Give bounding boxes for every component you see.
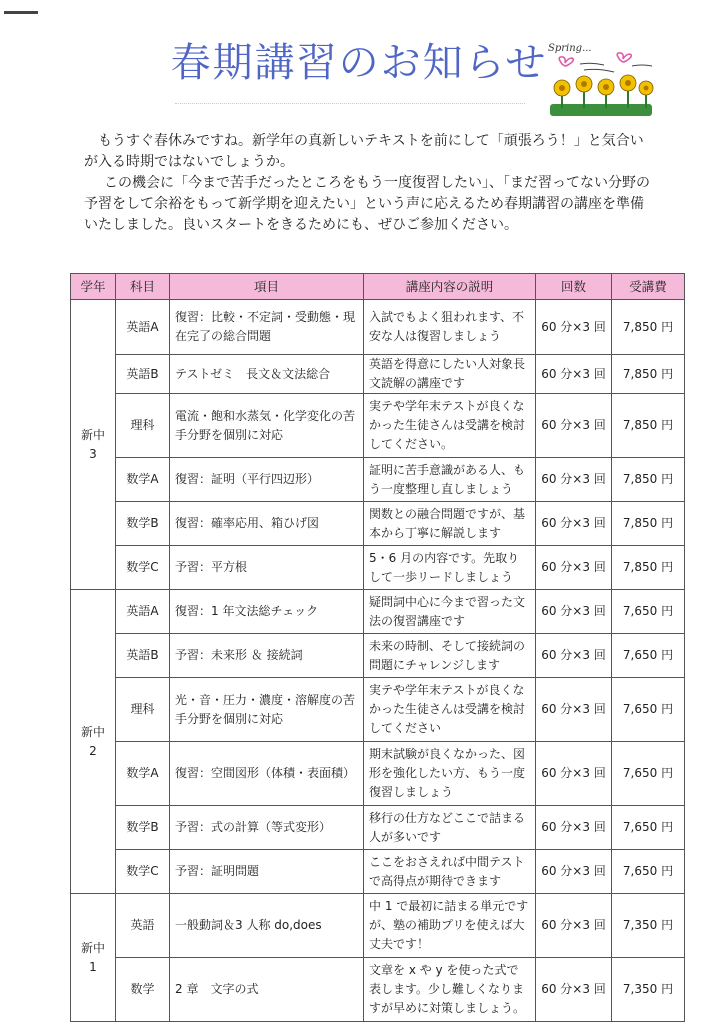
fee-cell: 7,350 円 xyxy=(612,958,685,1022)
fee-cell: 7,650 円 xyxy=(612,806,685,850)
topic-cell: 2 章 文字の式 xyxy=(170,958,364,1022)
sessions-cell: 60 分×3 回 xyxy=(536,590,612,634)
topic-cell: テストゼミ 長文＆文法総合 xyxy=(170,355,364,394)
subject-cell: 数学A xyxy=(116,742,170,806)
subject-cell: 英語B xyxy=(116,355,170,394)
header-fee: 受講費 xyxy=(612,274,685,300)
intro-paragraph-2: この機会に「今まで苦手だったところをもう一度復習したい」、「まだ習ってない分野の予習をして余裕をもって新学期を迎えたい」という声に応えるため春期講習の講座を準備いたしました。良いスタートをきるためにも、ぜひご参加ください。 xyxy=(84,175,650,233)
fee-cell: 7,850 円 xyxy=(612,546,685,590)
sessions-cell: 60 分×3 回 xyxy=(536,458,612,502)
description-cell: 実テや学年末テストが良くなかった生徒さんは受講を検討してください xyxy=(364,678,536,742)
description-cell: 期末試験が良くなかった、図形を強化したい方、もう一度復習しましょう xyxy=(364,742,536,806)
subject-cell: 数学A xyxy=(116,458,170,502)
description-cell: 文章を x や y を使った式で表します。少し難しくなりますが早めに対策しましょう。 xyxy=(364,958,536,1022)
header-sessions: 回数 xyxy=(536,274,612,300)
header-subject: 科目 xyxy=(116,274,170,300)
butterfly-icon xyxy=(617,53,631,62)
sessions-cell: 60 分×3 回 xyxy=(536,678,612,742)
subject-cell: 数学C xyxy=(116,850,170,894)
topic-cell: 復習：空間図形（体積・表面積） xyxy=(170,742,364,806)
description-cell: 5・6 月の内容です。先取りして一歩リードしましょう xyxy=(364,546,536,590)
table-row xyxy=(71,894,685,958)
subject-cell: 英語A xyxy=(116,590,170,634)
table-row xyxy=(71,355,685,394)
subject-cell: 数学 xyxy=(116,958,170,1022)
subject-cell: 理科 xyxy=(116,394,170,458)
table-row xyxy=(71,590,685,634)
table-row xyxy=(71,958,685,1022)
fee-cell: 7,650 円 xyxy=(612,850,685,894)
topic-cell: 予習：証明問題 xyxy=(170,850,364,894)
course-schedule-table xyxy=(70,273,685,1022)
spring-flowers-illustration xyxy=(544,38,656,120)
table-row xyxy=(71,394,685,458)
description-cell: 中 1 で最初に詰まる単元ですが、塾の補助プリを使えば大丈夫です！ xyxy=(364,894,536,958)
flower-row-icon xyxy=(550,75,653,116)
description-cell: 関数との融合問題ですが、基本から丁寧に解説します xyxy=(364,502,536,546)
description-cell: 未来の時制、そして接続詞の問題にチャレンジします xyxy=(364,634,536,678)
intro-paragraph-1: もうすぐ春休みですね。新学年の真新しいテキストを前にして「頑張ろう！」と気合いが入る時期ではないでしょうか。 xyxy=(84,133,644,170)
table-row xyxy=(71,678,685,742)
title-underline xyxy=(175,103,525,104)
subject-cell: 数学B xyxy=(116,502,170,546)
table-row xyxy=(71,634,685,678)
sessions-cell: 60 分×3 回 xyxy=(536,634,612,678)
sessions-cell: 60 分×3 回 xyxy=(536,894,612,958)
subject-cell: 英語B xyxy=(116,634,170,678)
topic-cell: 予習：未来形 ＆ 接続詞 xyxy=(170,634,364,678)
sessions-cell: 60 分×3 回 xyxy=(536,850,612,894)
description-cell: 疑問詞中心に今まで習った文法の復習講座です xyxy=(364,590,536,634)
spring-deco-text: Spring... xyxy=(548,43,592,54)
butterfly-icon xyxy=(559,57,573,66)
table-header-row xyxy=(71,274,685,300)
sessions-cell: 60 分×3 回 xyxy=(536,742,612,806)
sessions-cell: 60 分×3 回 xyxy=(536,394,612,458)
fee-cell: 7,650 円 xyxy=(612,742,685,806)
topic-cell: 光・音・圧力・濃度・溶解度の苦手分野を個別に対応 xyxy=(170,678,364,742)
grade-cell: 新中 3 xyxy=(71,300,116,590)
topic-cell: 予習：平方根 xyxy=(170,546,364,590)
topic-cell: 一般動詞＆3 人称 do,does xyxy=(170,894,364,958)
grade-cell: 新中 1 xyxy=(71,894,116,1022)
header-topic: 項目 xyxy=(170,274,364,300)
topic-cell: 予習：式の計算（等式変形） xyxy=(170,806,364,850)
subject-cell: 英語 xyxy=(116,894,170,958)
subject-cell: 数学C xyxy=(116,546,170,590)
fee-cell: 7,650 円 xyxy=(612,590,685,634)
subject-cell: 理科 xyxy=(116,678,170,742)
grade-cell: 新中 2 xyxy=(71,590,116,894)
fee-cell: 7,350 円 xyxy=(612,894,685,958)
description-cell: 入試でもよく狙われます、不安な人は復習しましょう xyxy=(364,300,536,355)
sessions-cell: 60 分×3 回 xyxy=(536,355,612,394)
table-row xyxy=(71,546,685,590)
fee-cell: 7,850 円 xyxy=(612,502,685,546)
sessions-cell: 60 分×3 回 xyxy=(536,958,612,1022)
table-row xyxy=(71,850,685,894)
table-row xyxy=(71,300,685,355)
subject-cell: 英語A xyxy=(116,300,170,355)
intro-text xyxy=(84,131,654,236)
subject-cell: 数学B xyxy=(116,806,170,850)
header-grade: 学年 xyxy=(71,274,116,300)
fee-cell: 7,650 円 xyxy=(612,678,685,742)
table-row xyxy=(71,742,685,806)
description-cell: ここをおさえれば中間テストで高得点が期待できます xyxy=(364,850,536,894)
header-description: 講座内容の説明 xyxy=(364,274,536,300)
description-cell: 証明に苦手意識がある人、もう一度整理し直しましょう xyxy=(364,458,536,502)
fee-cell: 7,650 円 xyxy=(612,634,685,678)
table-row xyxy=(71,458,685,502)
sessions-cell: 60 分×3 回 xyxy=(536,546,612,590)
sessions-cell: 60 分×3 回 xyxy=(536,300,612,355)
description-cell: 英語を得意にしたい人対象長文読解の講座です xyxy=(364,355,536,394)
fee-cell: 7,850 円 xyxy=(612,355,685,394)
page-title: 春期講習のお知らせ xyxy=(170,40,548,86)
sessions-cell: 60 分×3 回 xyxy=(536,806,612,850)
topic-cell: 復習：1 年文法総チェック xyxy=(170,590,364,634)
table-body xyxy=(71,300,685,1022)
topic-cell: 復習：確率応用、箱ひげ図 xyxy=(170,502,364,546)
topic-cell: 復習：証明（平行四辺形） xyxy=(170,458,364,502)
table-row xyxy=(71,806,685,850)
fee-cell: 7,850 円 xyxy=(612,458,685,502)
description-cell: 移行の仕方などここで詰まる人が多いです xyxy=(364,806,536,850)
wind-lines xyxy=(580,63,652,72)
fee-cell: 7,850 円 xyxy=(612,394,685,458)
topic-cell: 電流・飽和水蒸気・化学変化の苦手分野を個別に対応 xyxy=(170,394,364,458)
fee-cell: 7,850 円 xyxy=(612,300,685,355)
topic-cell: 復習：比較・不定詞・受動態・現在完了の総合問題 xyxy=(170,300,364,355)
sessions-cell: 60 分×3 回 xyxy=(536,502,612,546)
description-cell: 実テや学年末テストが良くなかった生徒さんは受講を検討してください。 xyxy=(364,394,536,458)
table-row xyxy=(71,502,685,546)
corner-mark xyxy=(4,11,38,14)
